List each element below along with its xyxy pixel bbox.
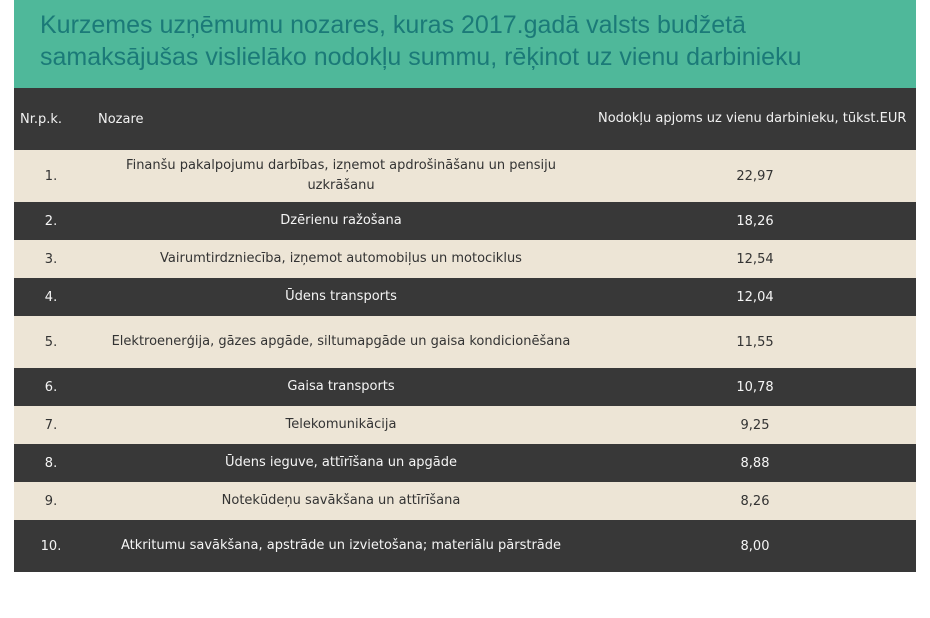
tax-value: 8,00 [740,538,770,554]
tax-value: 8,88 [740,455,770,471]
table-row [14,520,916,572]
tax-value: 9,25 [740,417,770,433]
row-number: 8. [44,455,58,471]
table-row [14,368,916,406]
title-banner [14,0,916,88]
tax-value: 12,04 [736,289,774,305]
sector-name: Dzērienu ražošana [280,213,402,228]
table-header-row [14,88,916,150]
row-number: 10. [40,538,62,554]
tax-value: 18,26 [736,213,774,229]
row-number: 6. [44,379,58,395]
table-row [14,316,916,368]
sector-name: Elektroenerģija, gāzes apgāde, siltumapgāde un gaisa kondicionēšana [111,334,571,349]
tax-value: 11,55 [736,334,774,350]
row-number: 1. [44,168,58,184]
table-row [14,202,916,240]
sector-name: Notekūdeņu savākšana un attīrīšana [221,493,461,508]
row-number: 5. [44,334,58,350]
column-header-tax: Nodokļu apjoms uz vienu darbinieku, tūkst.EUR [598,111,907,126]
tax-table [14,88,916,572]
page-title: Kurzemes uzņēmumu nozares, kuras 2017.gadā valsts budžetā samaksājušas vislielāko nodokļu summu, rēķinot uz vienu darbinieku [40,11,802,71]
row-number: 3. [44,251,58,267]
table-row [14,482,916,520]
tax-value: 12,54 [736,251,774,267]
row-number: 2. [44,213,58,229]
table-row [14,150,916,202]
table-row [14,444,916,482]
tax-value: 10,78 [736,379,774,395]
sector-name: Ūdens ieguve, attīrīšana un apgāde [224,455,458,470]
tax-value: 8,26 [740,493,770,509]
sector-name: Ūdens transports [285,289,397,304]
column-header-nr: Nr.p.k. [20,111,63,127]
row-number: 4. [44,289,58,305]
sector-name: Atkritumu savākšana, apstrāde un izvietošana; materiālu pārstrāde [120,538,562,553]
table-row [14,406,916,444]
table-row [14,278,916,316]
tax-value: 22,97 [736,168,774,184]
row-number: 9. [44,493,58,509]
table-row [14,240,916,278]
sector-name: Gaisa transports [287,379,395,394]
column-header-sector: Nozare [98,111,144,127]
sector-name: Vairumtirdzniecība, izņemot automobiļus un motociklus [160,251,522,266]
row-number: 7. [44,417,58,433]
sector-name: Finanšu pakalpojumu darbības, izņemot apdrošināšanu un pensiju uzkrāšanu [126,158,556,193]
sector-name: Telekomunikācija [285,417,397,432]
infographic [14,0,916,618]
